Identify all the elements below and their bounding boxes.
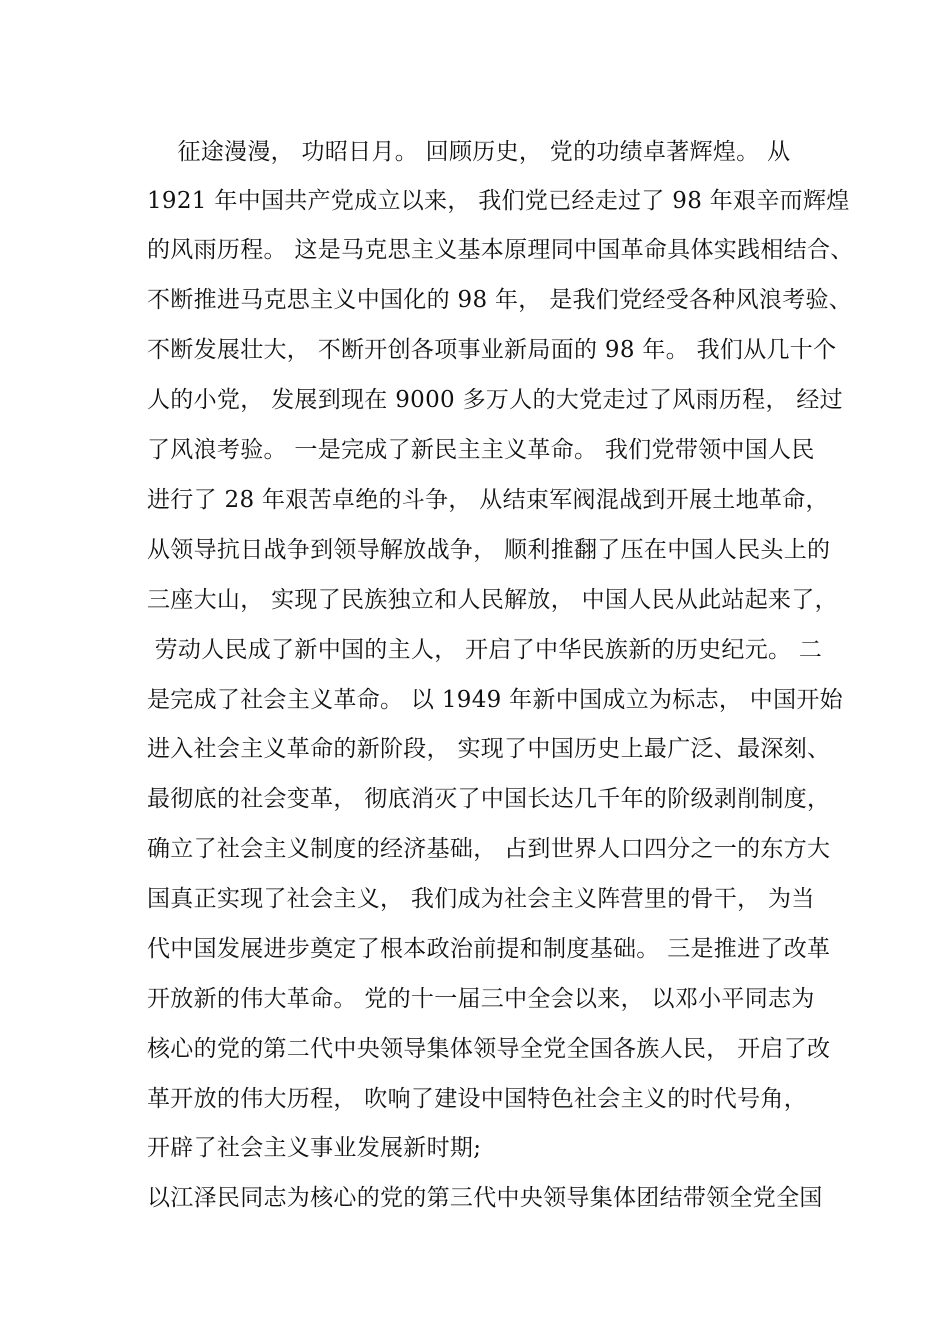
text-line: 进入社会主义革命的新阶段， 实现了中国历史上最广泛、最深刻、 (147, 736, 831, 762)
text-line: 征途漫漫， 功昭日月。 回顾历史， 党的功绩卓著辉煌。 从 (147, 139, 791, 165)
text-line: 的风雨历程。 这是马克思主义基本原理同中国革命具体实践相结合、 (147, 237, 854, 263)
text-line: 劳动人民成了新中国的主人， 开启了中华民族新的历史纪元。 二 (147, 637, 823, 663)
text-line: 以江泽民同志为核心的党的第三代中央领导集体团结带领全党全国 (147, 1185, 823, 1211)
text-line: 革开放的伟大历程， 吹响了建设中国特色社会主义的时代号角， (147, 1086, 808, 1112)
text-line: 是完成了社会主义革命。 以 1949 年新中国成立为标志， 中国开始 (147, 687, 843, 713)
text-line: 确立了社会主义制度的经济基础， 占到世界人口四分之一的东方大 (147, 836, 831, 862)
text-line: 1921 年中国共产党成立以来， 我们党已经走过了 98 年艰辛而辉煌 (147, 188, 850, 214)
text-line: 从领导抗日战争到领导解放战争， 顺利推翻了压在中国人民头上的 (147, 537, 831, 563)
text-line: 国真正实现了社会主义， 我们成为社会主义阵营里的骨干， 为当 (147, 886, 815, 912)
text-line: 开辟了社会主义事业发展新时期; (147, 1135, 482, 1161)
text-line: 代中国发展进步奠定了根本政治前提和制度基础。 三是推进了改革 (147, 936, 831, 962)
text-line: 人的小党， 发展到现在 9000 多万人的大党走过了风雨历程， 经过 (147, 387, 843, 413)
text-line: 不断推进马克思主义中国化的 98 年， 是我们党经受各种风浪考验、 (147, 287, 853, 313)
text-line: 不断发展壮大， 不断开创各项事业新局面的 98 年。 我们从几十个 (147, 337, 837, 363)
text-line: 进行了 28 年艰苦卓绝的斗争， 从结束军阀混战到开展土地革命， (147, 487, 829, 513)
text-line: 开放新的伟大革命。 党的十一届三中全会以来， 以邓小平同志为 (147, 986, 815, 1012)
text-line: 核心的党的第二代中央领导集体领导全党全国各族人民， 开启了改 (147, 1036, 831, 1062)
text-line: 三座大山， 实现了民族独立和人民解放， 中国人民从此站起来了， (147, 587, 838, 613)
text-line: 了风浪考验。 一是完成了新民主主义革命。 我们党带领中国人民 (147, 437, 815, 463)
text-line: 最彻底的社会变革， 彻底消灭了中国长达几千年的阶级剥削制度， (147, 786, 831, 812)
